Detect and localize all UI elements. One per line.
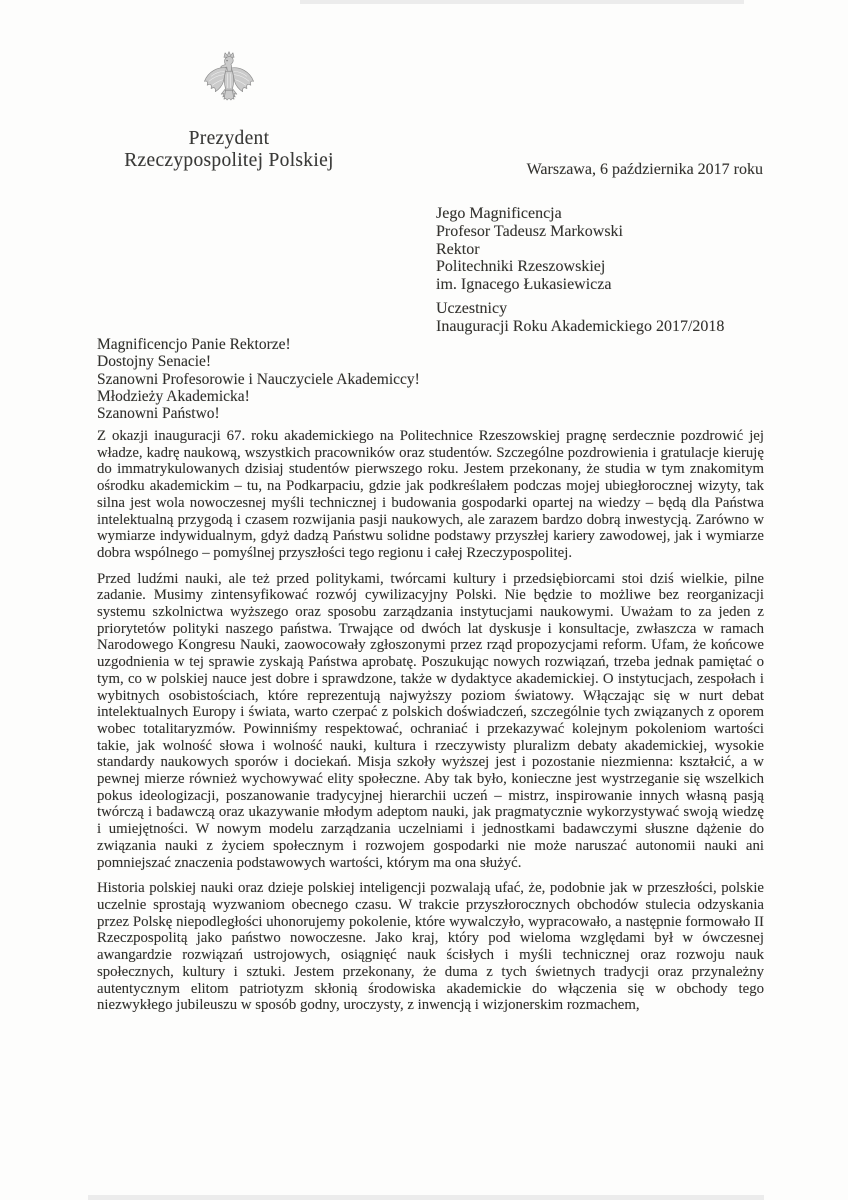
recipient-line: Rektor <box>436 240 480 258</box>
dateline: Warszawa, 6 października 2017 roku <box>526 161 763 178</box>
salutation-line: Magnificencjo Panie Rektorze! <box>97 336 291 353</box>
letterhead-title-line1: Prezydent <box>188 128 270 149</box>
recipient-line: im. Ignacego Łukasiewicza <box>436 276 612 294</box>
salutation-line: Szanowni Państwo! <box>97 405 220 423</box>
salutation-line: Młodzieży Akademicka! <box>97 387 250 405</box>
body-paragraph: Historia polskiej nauki oraz dzieje polskiej inteligencji pozwalają ufać, że, podobnie jak w przeszłości, polskie uczelnie sprostają wyzwaniom obecnego czasu. W trakcie przyszłorocznych obchodów stulecia odzyskania przez Polskę niepodległości uhonorujemy pokolenie, które wywalczyło, wypracowało, a następnie formowało II Rzeczpospolitą jako państwo nowoczesne. Jako kraj, który pod wieloma względami był w ówczesnej awangardzie rozwiązań ustrojowych, osiągnięć nauk ścisłych i myśli technicznej oraz rozwoju nauk społecznych, kultury i sztuki. Jestem przekonany, że duma z tych świetnych tradycji oraz przynależny autentycznym elitom patriotyzm skłonią środowiska akademickie do włączenia się w obchody tego niezwykłego jubileuszu w sposób godny, uroczysty, z inwencją i wizjonerskim rozmachem, <box>97 880 764 1014</box>
letter-body <box>97 428 764 1014</box>
recipient-line: Politechniki Rzeszowskiej <box>436 258 606 276</box>
recipient-block <box>436 205 724 336</box>
salutation-block <box>97 336 420 422</box>
scan-artifact-top <box>300 0 744 4</box>
salutation-line: Szanowni Profesorowie i Nauczyciele Akademiccy! <box>97 370 420 388</box>
letterhead <box>98 50 360 171</box>
recipient-line: Profesor Tadeusz Markowski <box>436 222 623 240</box>
recipient-line: Jego Magnificencja <box>436 205 562 222</box>
letterhead-title-line2: Rzeczypospolitej Polskiej <box>124 149 334 171</box>
recipient-line: Inauguracji Roku Akademickiego 2017/2018 <box>436 317 725 335</box>
scan-artifact-bottom <box>88 1195 764 1200</box>
salutation-line: Dostojny Senacie! <box>97 353 212 371</box>
body-paragraph: Z okazji inauguracji 67. roku akademickiego na Politechnice Rzeszowskiej pragnę serdecznie pozdrowić jej władze, kadrę naukową, wszystkich pracowników oraz studentów. Szczególne pozdrowienia i gratulacje kieruję do immatrykulowanych dzisiaj studentów pierwszego roku. Jestem przekonany, że studia w tym znakomitym ośrodku akademickim – tu, na Podkarpaciu, gdzie jak podkreślałem podczas mojej ubiegłorocznej wizyty, tak silna jest wola nowoczesnej myśli technicznej i budowania gospodarki opartej na wiedzy – będą dla Państwa intelektualną przygodą i czasem rozwijania pasji naukowych, ale zarazem bardzo dobrą inwestycją. Zarówno w wymiarze indywidualnym, gdyż dadzą Państwu solidne podstawy przyszłej kariery zawodowej, jak i wymiarze dobra wspólnego – pomyślnej przyszłości tego regionu i całej Rzeczypospolitej. <box>97 428 764 561</box>
polish-eagle-emblem-icon <box>201 50 257 121</box>
recipient-line: Uczestnicy <box>436 299 508 317</box>
body-paragraph: Przed ludźmi nauki, ale też przed politykami, twórcami kultury i przedsiębiorcami stoi dziś wielkie, pilne zadanie. Musimy zintensyfikować rozwój cywilizacyjny Polski. Nie będzie to możliwe bez reorganizacji systemu szkolnictwa wyższego oraz sposobu zarządzania instytucjami naukowymi. Uważam to za jeden z priorytetów polityki naszego państwa. Trwające od dwóch lat dyskusje i konsultacje, zwłaszcza w ramach Narodowego Kongresu Nauki, zaowocowały zgłoszonymi przez rząd propozycjami reform. Ufam, że końcowe uzgodnienia w tej sprawie zyskają Państwa aprobatę. Poszukując nowych rozwiązań, trzeba jednak pamiętać o tym, co w polskiej nauce jest dobre i sprawdzone, także w dydaktyce akademickiej. O instytucjach, zespołach i wybitnych osobistościach, które reprezentują najwyższy poziom światowy. Włączając się w nurt debat intelektualnych Europy i świata, warto czerpać z polskich doświadczeń, szczególnie tych związanych z oporem wobec totalitaryzmów. Powinniśmy respektować, ochraniać i przekazywać kolejnym pokoleniom wartości takie, jak wolność słowa i wolność nauki, kultura i rzeczywisty pluralizm debaty akademickiej, wysokie standardy naukowych sporów i dociekań. Misja szkoły wyższej jest i pozostanie niezmienna: kształcić, a w pewnej mierze również wychowywać elity społeczne. Aby tak było, konieczne jest wystrzeganie się wszelkich pokus ideologizacji, poszanowanie tradycyjnej hierarchii uczeń – mistrz, inspirowanie innych własną pasją twórczą i badawczą oraz ukazywanie młodym adeptom nauki, jak pragmatycznie wykorzystywać swoją wiedzę i umiejętności. W nowym modelu zarządzania uczelniami i jednostkami badawczymi słuszne dążenie do związania nauki z życiem społecznym i rozwojem gospodarki nie może naruszać autonomii nauki ani pomniejszać znaczenia podstawowych wartości, którym ma ona służyć. <box>97 570 764 871</box>
